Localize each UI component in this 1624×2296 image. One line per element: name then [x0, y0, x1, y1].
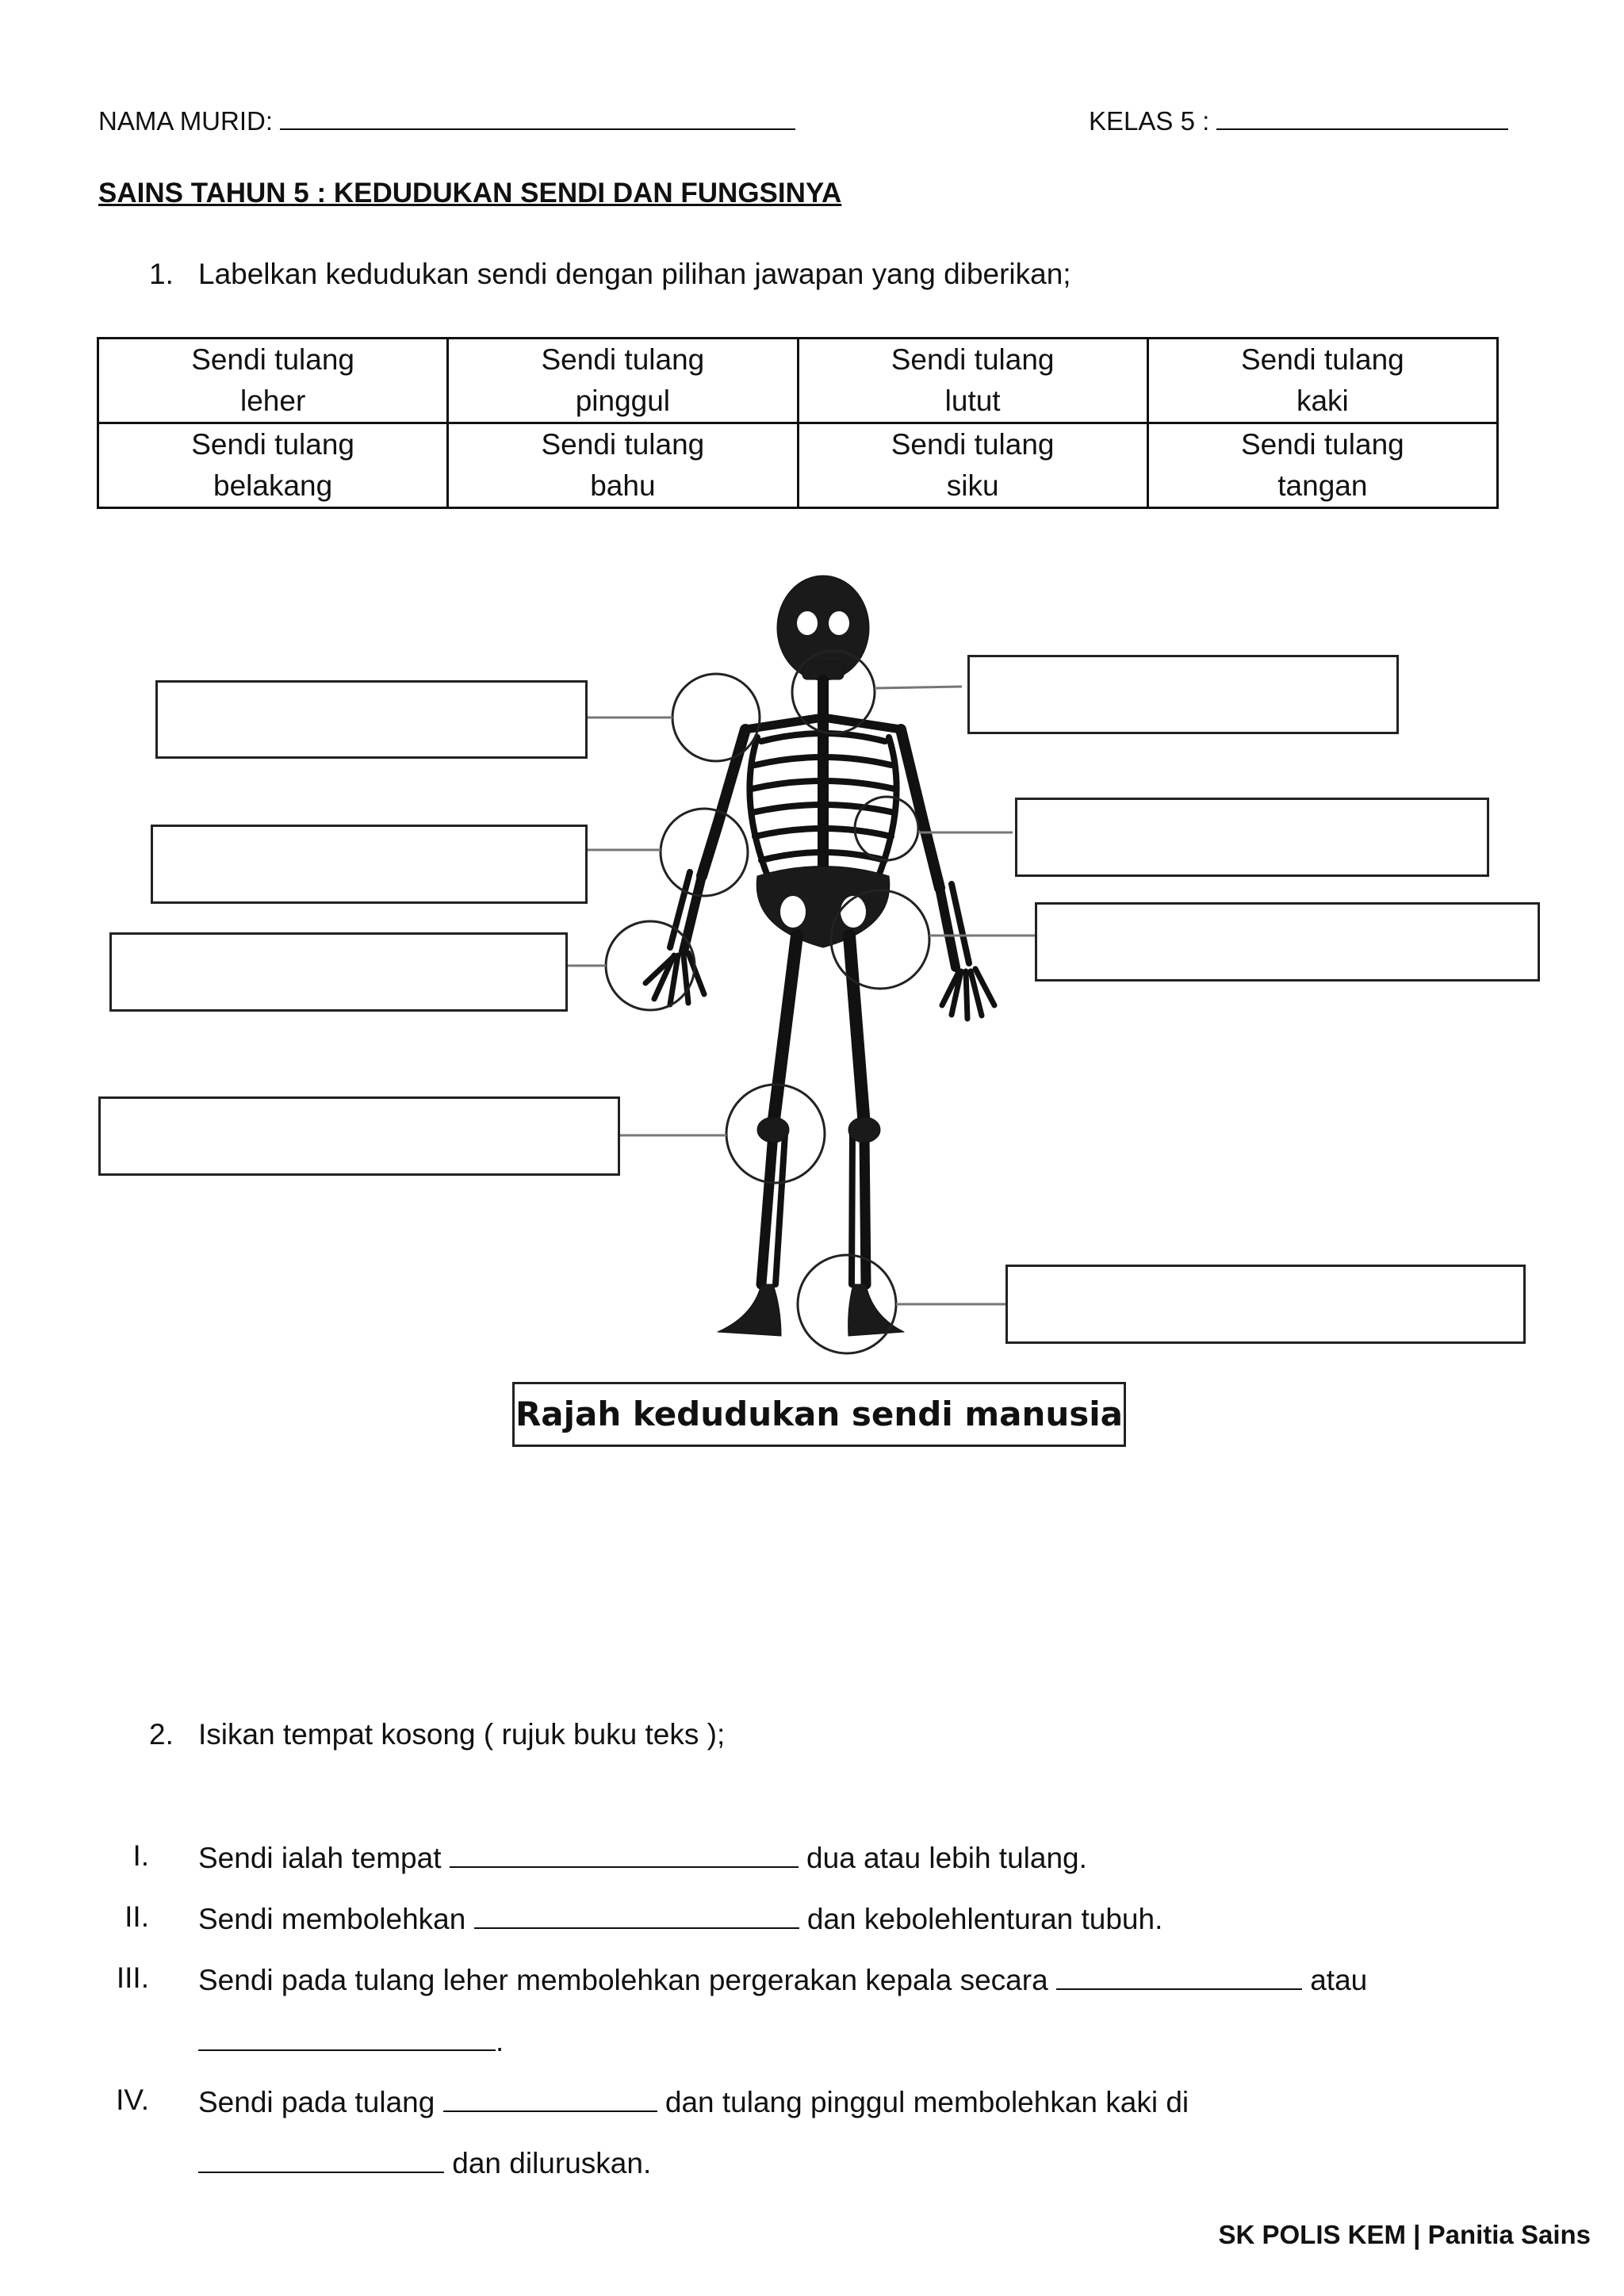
footer-school: SK POLIS KEM | Panitia Sains — [1218, 2220, 1591, 2249]
option-cell: Sendi tulang belakang — [98, 423, 448, 508]
label-box-knee[interactable] — [98, 1096, 620, 1176]
answer-blank[interactable] — [443, 2084, 657, 2112]
label-box-shoulder[interactable] — [155, 680, 588, 759]
fill-item-4: Sendi pada tulang dan tulang pinggul membolehkan kaki di — [198, 2084, 1189, 2119]
fill-item-3-cont: . — [198, 2022, 504, 2058]
worksheet-title: SAINS TAHUN 5 : KEDUDUKAN SENDI DAN FUNGSINYA — [98, 178, 842, 209]
class-label: KELAS 5 : — [1089, 106, 1210, 136]
option-cell: Sendi tulang bahu — [448, 423, 798, 508]
option-cell: Sendi tulang tangan — [1147, 423, 1497, 508]
answer-blank[interactable] — [1056, 1961, 1302, 1990]
fill-item-4-cont: dan diluruskan. — [198, 2145, 651, 2180]
answer-blank[interactable] — [450, 1839, 799, 1868]
answer-blank[interactable] — [198, 2022, 496, 2051]
question-1-number: 1. — [149, 258, 174, 290]
option-cell: Sendi tulang pinggul — [448, 339, 798, 423]
item-numeral: II. — [124, 1900, 149, 1933]
item-numeral: IV. — [116, 2084, 149, 2116]
option-cell: Sendi tulang siku — [798, 423, 1147, 508]
answer-blank[interactable] — [474, 1900, 799, 1929]
diagram-caption: Rajah kedudukan sendi manusia — [512, 1382, 1126, 1447]
skeleton-figure — [645, 576, 994, 1336]
question-2-text: Isikan tempat kosong ( rujuk buku teks ); — [198, 1718, 726, 1751]
option-cell: Sendi tulang lutut — [798, 339, 1147, 423]
fill-item-2: Sendi membolehkan dan kebolehlenturan tubuh. — [198, 1900, 1162, 1936]
label-box-neck[interactable] — [967, 655, 1399, 734]
label-box-hip[interactable] — [1035, 902, 1540, 982]
question-2-number: 2. — [149, 1718, 174, 1751]
student-name-label: NAMA MURID: — [98, 106, 274, 136]
option-cell: Sendi tulang leher — [98, 339, 448, 423]
label-box-elbow[interactable] — [151, 825, 588, 904]
label-box-back[interactable] — [1015, 798, 1489, 877]
label-box-foot[interactable] — [1005, 1265, 1526, 1344]
option-cell: Sendi tulang kaki — [1147, 339, 1497, 423]
item-numeral: I. — [132, 1839, 149, 1872]
fill-item-1: Sendi ialah tempat dua atau lebih tulang. — [198, 1839, 1087, 1875]
fill-item-3: Sendi pada tulang leher membolehkan pergerakan kepala secara atau — [198, 1961, 1367, 1997]
question-1-text: Labelkan kedudukan sendi dengan pilihan jawapan yang diberikan; — [198, 258, 1071, 290]
item-numeral: III. — [116, 1961, 149, 1994]
answer-blank[interactable] — [198, 2145, 444, 2173]
label-box-hand[interactable] — [109, 932, 568, 1012]
